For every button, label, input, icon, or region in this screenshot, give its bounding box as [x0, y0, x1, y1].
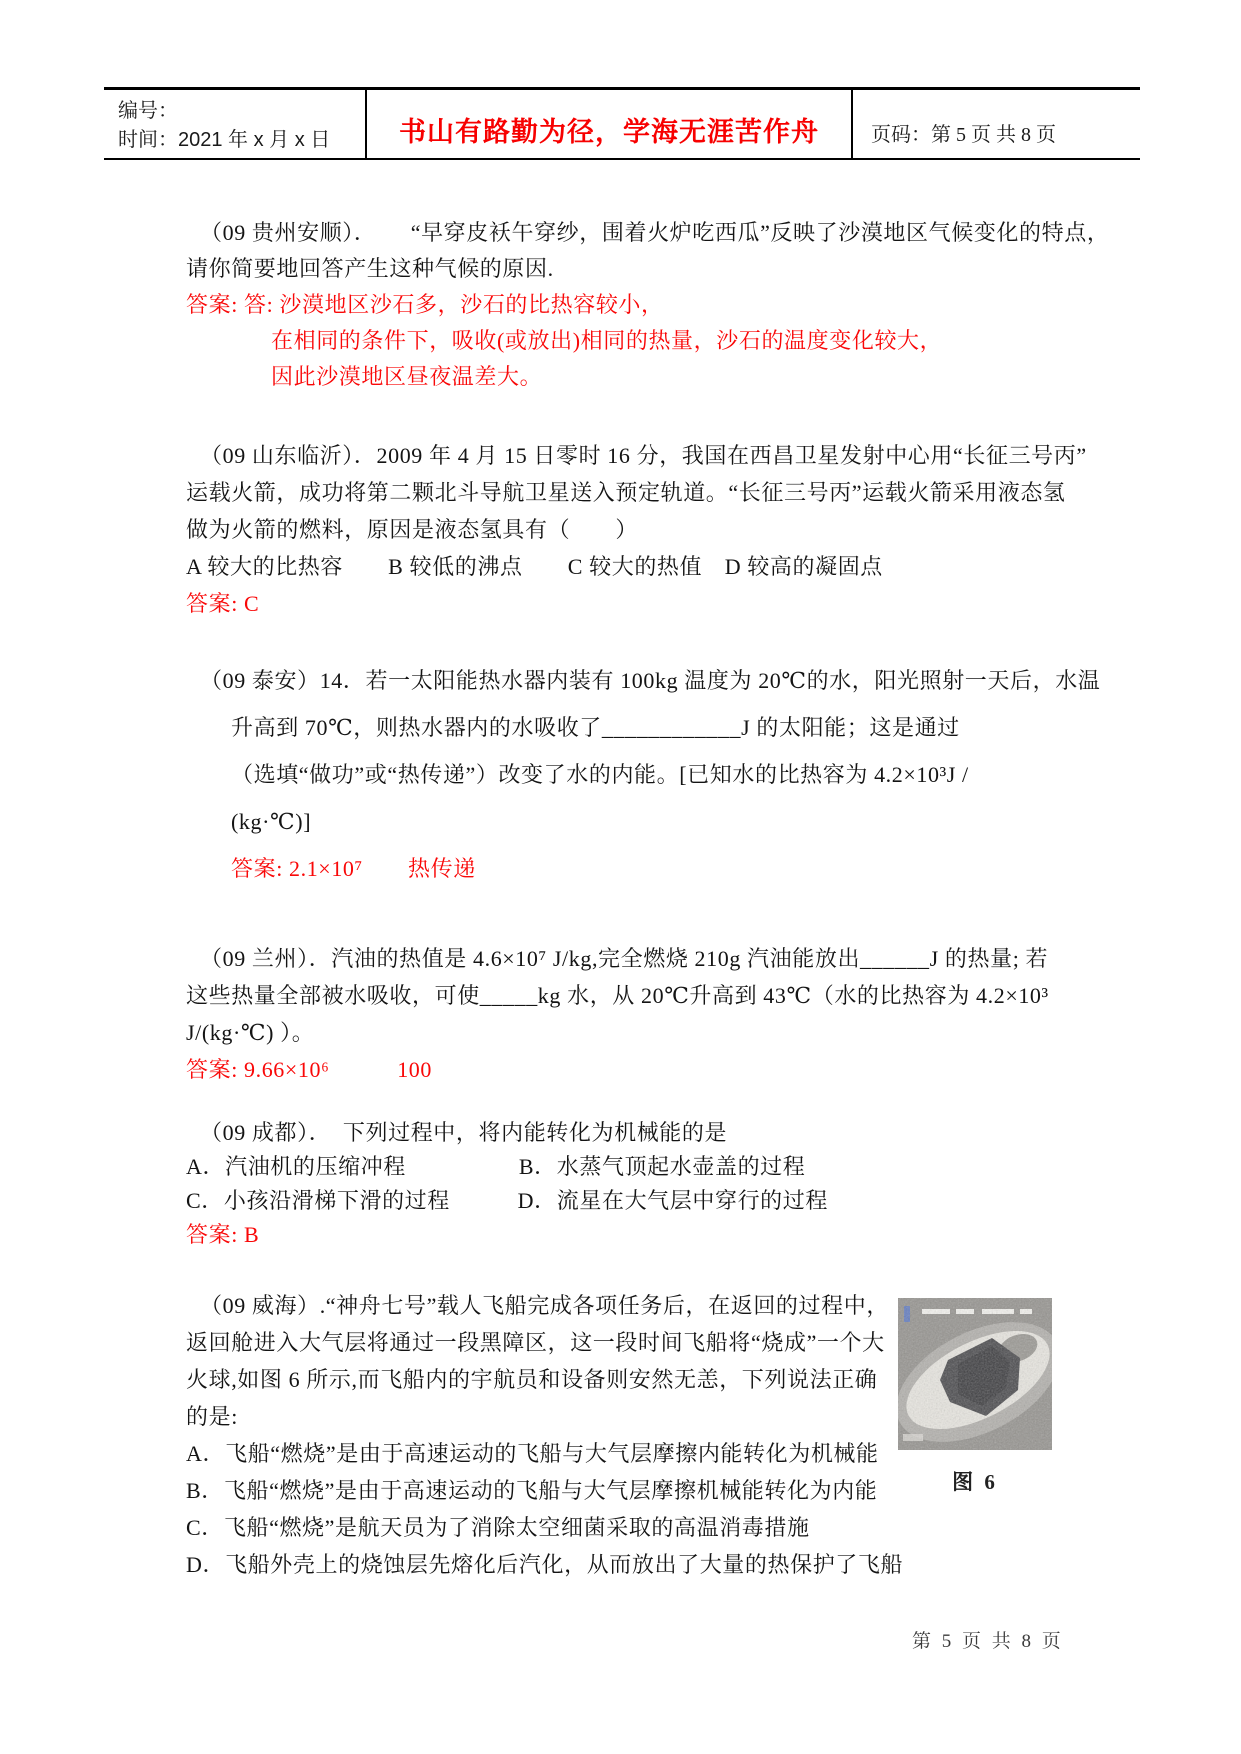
answer-line: 因此沙漠地区昼夜温差大。 [271, 364, 543, 389]
question-text-line: （09 成都）． 下列过程中，将内能转化为机械能的是 [200, 1120, 728, 1145]
figure-6 [898, 1298, 1052, 1496]
question-text-line: J/(kg·℃) ）。 [186, 1020, 315, 1045]
question-text-line: 运载火箭，成功将第二颗北斗导航卫星送入预定轨道。“长征三号丙”运载火箭采用液态氢 [186, 480, 1066, 505]
question-09-shandong-linyi [186, 437, 1086, 622]
choices-line: C．飞船“燃烧”是航天员为了消除太空细菌采取的高温消毒措施 [186, 1515, 810, 1540]
question-09-chengdu [186, 1116, 1086, 1252]
answer-line: 答案: 2.1×10⁷ 热传递 [231, 856, 476, 881]
header-motto: 书山有路勤为径，学海无涯苦作舟 [399, 117, 819, 147]
choices-line: B．飞船“燃烧”是由于高速运动的飞船与大气层摩擦机械能转化为内能 [186, 1478, 878, 1503]
question-text-line: 返回舱进入大气层将通过一段黑障区，这一段时间飞船将“烧成”一个大 [186, 1330, 885, 1355]
header-left-cell [104, 90, 367, 158]
choices-line: A 较大的比热容 B 较低的沸点 C 较大的热值 D 较高的凝固点 [186, 554, 883, 579]
question-text-line: (kg·℃)] [231, 809, 312, 834]
choices-line: A．汽油机的压缩冲程 B．水蒸气顶起水壶盖的过程 [186, 1154, 806, 1179]
question-text-line: （09 泰安）14．若一太阳能热水器内装有 100kg 温度为 20℃的水，阳光照射一天后，水温 [200, 668, 1101, 693]
question-text-line: （选填“做功”或“热传递”）改变了水的内能。[已知水的比热容为 4.2×10³J / [231, 762, 969, 787]
answer-line: 在相同的条件下，吸收(或放出)相同的热量，沙石的温度变化较大， [271, 328, 943, 353]
question-09-guizhou-anshun [186, 215, 1110, 395]
question-text-line: （09 兰州）．汽油的热值是 4.6×10⁷ J/kg,完全燃烧 210g 汽油能放出______J 的热量; 若 [200, 946, 1049, 971]
question-09-taian [186, 657, 1101, 892]
choices-line: A．飞船“燃烧”是由于高速运动的飞船与大气层摩擦内能转化为机械能 [186, 1441, 879, 1466]
answer-line: 答案: C [186, 591, 260, 616]
document-number-label: 编号： [118, 100, 178, 122]
question-text-line: 做为火箭的燃料，原因是液态氢具有（ ） [186, 517, 639, 542]
page-header-table [104, 87, 1140, 160]
choices-line: D．飞船外壳上的烧蚀层先熔化后汽化，从而放出了大量的热保护了飞船 [186, 1552, 904, 1577]
question-text-line: （09 威海）.“神舟七号”载人飞船完成各项任务后，在返回的过程中， [200, 1293, 889, 1318]
question-text-line: 请你简要地回答产生这种气候的原因. [186, 256, 554, 281]
question-text-line: （09 山东临沂）．2009 年 4 月 15 日零时 16 分，我国在西昌卫星发射中心用“长征三号丙” [200, 443, 1087, 468]
document-date-line: 时间：2021 年 x 月 x 日 [118, 129, 331, 151]
header-right-cell [853, 90, 1140, 158]
reentry-capsule-photo [898, 1298, 1052, 1450]
question-text-line: 火球,如图 6 所示,而飞船内的宇航员和设备则安然无恙，下列说法正确 [186, 1367, 878, 1392]
figure-caption: 图 6 [952, 1470, 998, 1494]
answer-line: 答案: 9.66×10⁶ 100 [186, 1057, 432, 1082]
answer-line: 答案: 答: 沙漠地区沙石多，沙石的比热容较小， [186, 292, 664, 317]
question-09-lanzhou [186, 940, 1086, 1088]
question-text-line: 这些热量全部被水吸收，可使_____kg 水，从 20℃升高到 43℃（水的比热容为 4.2×10³ [186, 983, 1049, 1008]
header-center-cell [367, 90, 853, 158]
choices-line: C．小孩沿滑梯下滑的过程 D．流星在大气层中穿行的过程 [186, 1188, 828, 1213]
header-page-info: 页码：第 5 页 共 8 页 [871, 124, 1056, 146]
question-text-line: 的是: [186, 1404, 238, 1429]
answer-line: 答案: B [186, 1222, 260, 1247]
footer-page-number: 第 5 页 共 8 页 [912, 1631, 1064, 1652]
question-text-line: 升高到 70℃，则热水器内的水吸收了____________J 的太阳能；这是通过 [231, 715, 960, 740]
question-text-line: （09 贵州安顺）． “早穿皮袄午穿纱，围着火炉吃西瓜”反映了沙漠地区气候变化的特点， [200, 220, 1110, 245]
